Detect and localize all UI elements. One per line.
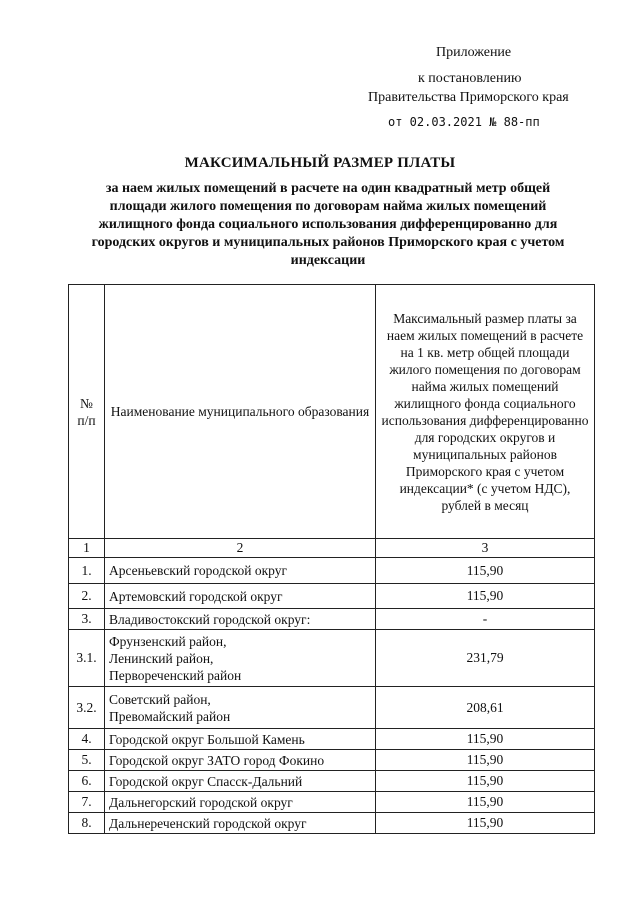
document-subtitle: за наем жилых помещений в расчете на один квадратный метр общей площади жилого помещения по договорам найма жилых помещений жилищного фонда социального использования дифференцированно для городских округов и муниципальных районов Приморского края с учетом индексации	[91, 181, 565, 268]
row-number: 3.	[69, 609, 105, 630]
row-number: 1.	[69, 558, 105, 584]
municipality-name: Дальнереченский городской округ	[105, 813, 376, 834]
table-body	[69, 558, 595, 834]
row-number: 6.	[69, 771, 105, 792]
table-header-row	[69, 285, 595, 539]
rate-value: 115,90	[376, 558, 595, 584]
municipality-name: Городской округ Спасск-Дальний	[105, 771, 376, 792]
rate-value: 115,90	[376, 750, 595, 771]
table-row	[69, 584, 595, 609]
municipality-name: Арсеньевский городской округ	[105, 558, 376, 584]
resolution-date-number: от 02.03.2021 № 88-пп	[388, 115, 540, 129]
column-number: 1	[69, 539, 105, 558]
table-row	[69, 630, 595, 687]
municipality-name: Городской округ ЗАТО город Фокино	[105, 750, 376, 771]
table-row	[69, 609, 595, 630]
appendix-label: Приложение	[436, 45, 512, 60]
rate-value: 115,90	[376, 813, 595, 834]
rate-value: 231,79	[376, 630, 595, 687]
municipality-name: Владивостокский городской округ:	[105, 609, 376, 630]
row-number: 4.	[69, 729, 105, 750]
municipality-name: Советский район, Превомайский район	[105, 687, 376, 729]
rate-value: 115,90	[376, 771, 595, 792]
row-number: 8.	[69, 813, 105, 834]
table-row	[69, 813, 595, 834]
rate-value: -	[376, 609, 595, 630]
row-number: 7.	[69, 792, 105, 813]
municipality-name: Дальнегорский городской округ	[105, 792, 376, 813]
government-ref: Правительства Приморского края	[368, 90, 569, 105]
table-row	[69, 558, 595, 584]
header-max-rate: Максимальный размер платы за наем жилых помещений в расчете на 1 кв. метр общей площади жилого помещения по договорам найма жилых помещений жилищного фонда социального использования дифференцированно для городских округов и муниципальных районов Приморского края с учетом индексации* (с учетом НДС), рублей в месяц	[376, 285, 595, 539]
table-row	[69, 687, 595, 729]
column-number: 3	[376, 539, 595, 558]
row-number: 3.1.	[69, 630, 105, 687]
municipality-name: Артемовский городской округ	[105, 584, 376, 609]
rate-value: 115,90	[376, 729, 595, 750]
resolution-ref: к постановлению	[418, 71, 522, 86]
table-row	[69, 792, 595, 813]
row-number: 3.2.	[69, 687, 105, 729]
table-row	[69, 750, 595, 771]
row-number: 5.	[69, 750, 105, 771]
document-title: МАКСИМАЛЬНЫЙ РАЗМЕР ПЛАТЫ	[184, 155, 456, 171]
row-number: 2.	[69, 584, 105, 609]
rates-table	[68, 284, 595, 834]
rate-value: 208,61	[376, 687, 595, 729]
header-number: № п/п	[69, 285, 105, 539]
header-municipality: Наименование муниципального образования	[105, 285, 376, 539]
municipality-name: Городской округ Большой Камень	[105, 729, 376, 750]
municipality-name: Фрунзенский район, Ленинский район, Первореченский район	[105, 630, 376, 687]
column-number-row	[69, 539, 595, 558]
rate-value: 115,90	[376, 584, 595, 609]
rate-value: 115,90	[376, 792, 595, 813]
column-number: 2	[105, 539, 376, 558]
table-row	[69, 729, 595, 750]
table-row	[69, 771, 595, 792]
